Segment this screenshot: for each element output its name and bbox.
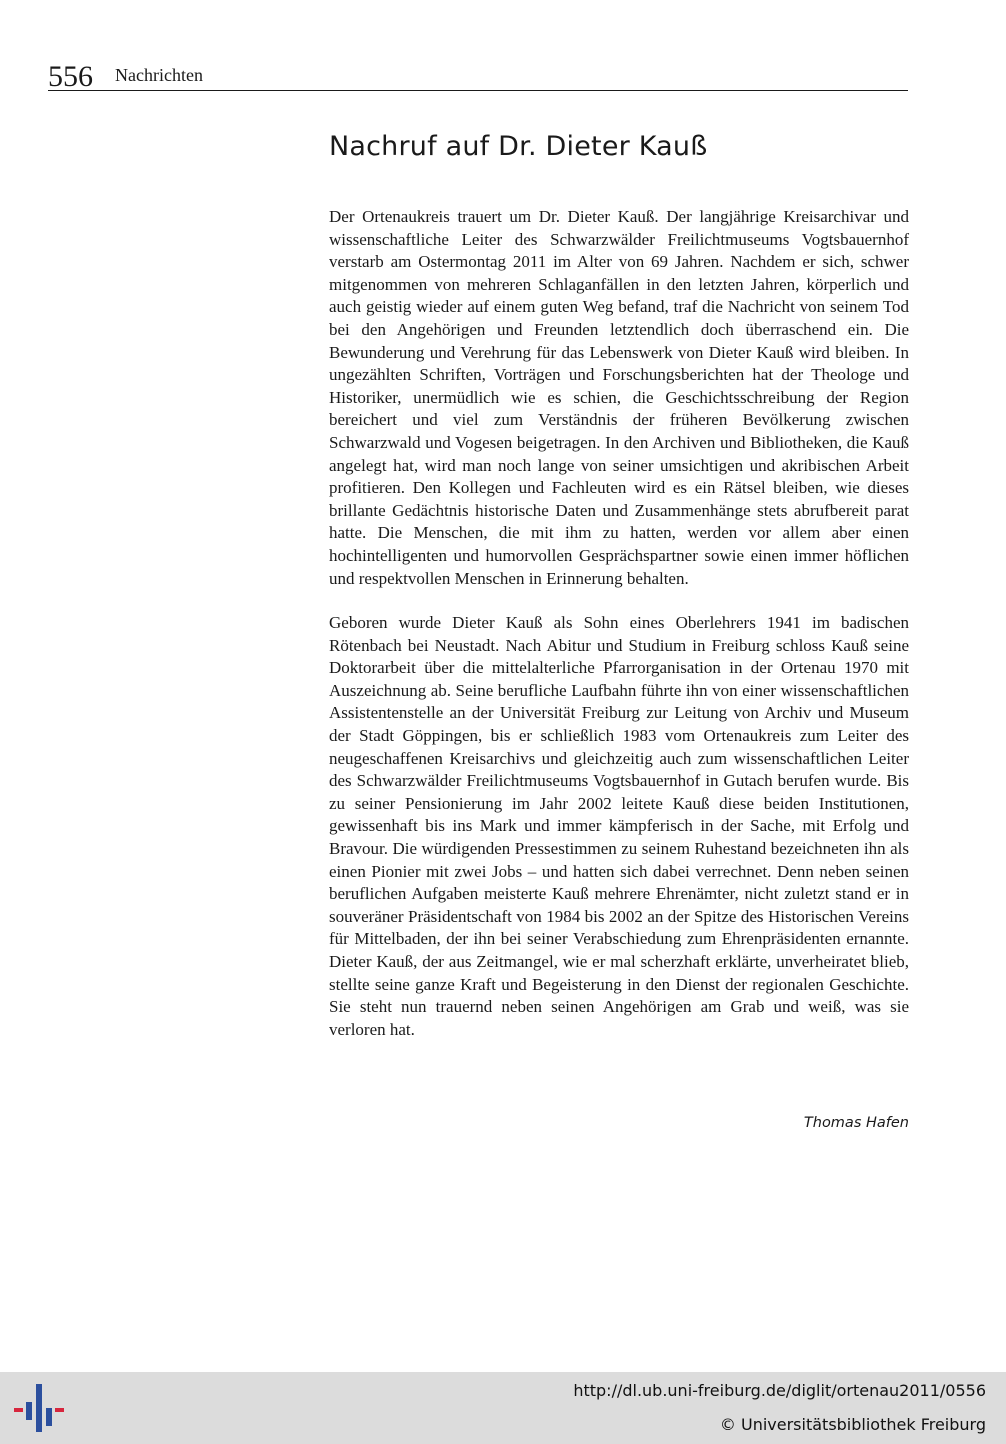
page-number: 556 bbox=[48, 60, 93, 93]
article-body bbox=[329, 206, 909, 1041]
paragraph-2: Geboren wurde Dieter Kauß als Sohn eines Oberlehrers 1941 im badischen Rötenbach bei Neustadt. Nach Abitur und Studium in Freiburg schloss Kauß seine Doktorarbeit über die mittelalterliche Pfarrorganisation in der Ortenau 1970 mit Auszeichnung ab. Seine berufliche Laufbahn führte ihn von einer wissenschaftlichen Assistentenstelle an der Universität Freiburg zur Leitung von Archiv und Museum der Stadt Göppingen, bis er schließlich 1983 vom Ortenaukreis zum Leiter des neugeschaffenen Kreisarchivs und gleichzeitig auch zum wissenschaftlichen Leiter des Schwarzwälder Freilichtmuseums Vogtsbauernhof in Gutach berufen wurde. Bis zu seiner Pensionierung im Jahr 2002 leitete Kauß diese beiden Institutionen, gewissenhaft bis ins Mark und immer kämpferisch in der Sache, mit Erfolg und Bravour. Die würdigenden Pressestimmen zu seinem Ruhestand bezeichneten ihn als einen Pionier mit zwei Jobs – und hatten sich dabei verrechnet. Denn neben seinen beruflichen Aufgaben meisterte Kauß mehrere Ehrenämter, nicht zuletzt stand er in souveräner Präsidentschaft von 1984 bis 2002 an der Spitze des Historischen Vereins für Mittelbaden, der ihn bei seiner Verabschiedung zum Ehrenpräsidenten ernannte. Dieter Kauß, der aus Zeitmangel, wie er mal scherzhaft erklärte, unverheiratet blieb, stellte seine ganze Kraft und Begeisterung in den Dienst der regionalen Geschichte. Sie steht nun trauernd neben seinen Angehörigen am Grab und weiß, was sie verloren hat. bbox=[329, 613, 909, 1039]
article-title: Nachruf auf Dr. Dieter Kauß bbox=[329, 131, 708, 162]
paragraph-1: Der Ortenaukreis trauert um Dr. Dieter Kauß. Der langjährige Kreisarchivar und wissenschaftliche Leiter des Schwarzwälder Freilichtmuseums Vogtsbauernhof verstarb am Ostermontag 2011 im Alter von 69 Jahren. Nachdem er sich, schwer mitgenommen von mehreren Schlaganfällen in den letzten Jahren, körperlich und auch geistig wieder auf einem guten Weg befand, traf die Nachricht von seinem Tod bei den Angehörigen und Freunden letztendlich doch überraschend ein. Die Bewunderung und Verehrung für das Lebenswerk von Dieter Kauß wird bleiben. In ungezählten Schriften, Vorträgen und Forschungsberichten hat der Theologe und Historiker, unermüdlich wie es schien, die Geschichtsschreibung der Region bereichert und viel zum Verständnis der früheren Bevölkerung zwischen Schwarzwald und Vogesen beigetragen. In den Archiven und Bibliotheken, die Kauß angelegt hat, wird man noch lange von seiner umsichtigen und akribischen Arbeit profitieren. Den Kollegen und Fachleuten wird es ein Rätsel bleiben, wie dieses brillante Gedächtnis historische Daten und Zusammenhänge stets abrufbereit parat hatte. Die Menschen, die mit ihm zu hatten, werden vor allem aber einen hochintelligenten und humorvollen Gesprächspartner sowie einen immer höflichen und respektvollen Menschen in Erinnerung behalten. bbox=[329, 207, 909, 588]
author-signature: Thomas Hafen bbox=[803, 1115, 909, 1131]
page-header bbox=[48, 56, 908, 91]
ub-freiburg-logo-icon bbox=[12, 1382, 64, 1434]
section-name: Nachrichten bbox=[115, 65, 203, 85]
footer-copyright: © Universitätsbibliothek Freiburg bbox=[719, 1415, 986, 1434]
footer-bar bbox=[0, 1372, 1006, 1444]
footer-url-link[interactable]: http://dl.ub.uni-freiburg.de/diglit/ortenau2011/0556 bbox=[573, 1381, 986, 1400]
